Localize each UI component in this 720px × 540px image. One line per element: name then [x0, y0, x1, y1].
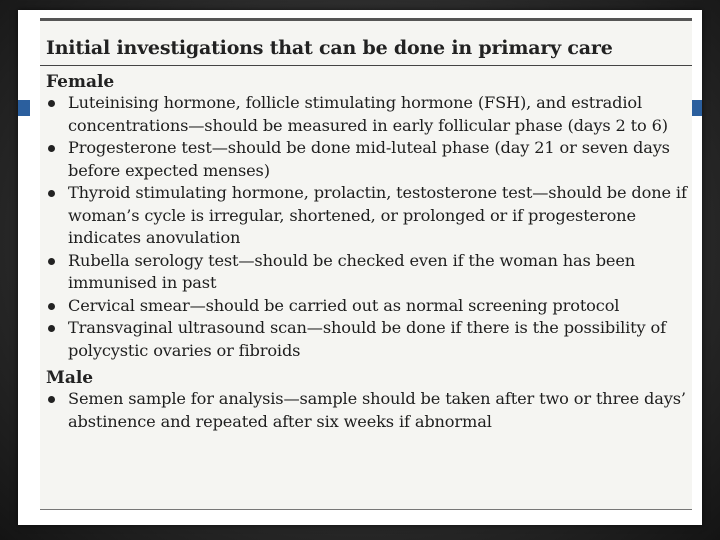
- list-item-text: Semen sample for analysis—sample should be taken after two or three days’ abstinence and repeated after six weeks if abnormal: [68, 389, 686, 431]
- list-item-text: Progesterone test—should be done mid-luteal phase (day 21 or seven days before expected menses): [68, 138, 670, 180]
- list-item: [46, 92, 692, 137]
- bullet-icon: [48, 190, 55, 197]
- bullet-icon: [48, 100, 55, 107]
- list-item: [46, 250, 692, 295]
- document-title: Initial investigations that can be done in primary care: [40, 21, 692, 66]
- list-item-text: Cervical smear—should be carried out as normal screening protocol: [68, 295, 620, 315]
- list-item: [46, 295, 692, 318]
- list-item-text: Luteinising hormone, follicle stimulating hormone (FSH), and estradiol concentrations—should be measured in early follicular phase (days 2 to 6): [68, 93, 668, 135]
- bullet-icon: [48, 145, 55, 152]
- list-item: [46, 388, 692, 433]
- list-item-text: Rubella serology test—should be checked even if the woman has been immunised in past: [68, 250, 636, 292]
- male-investigations-list: [40, 388, 692, 433]
- list-item: [46, 137, 692, 182]
- list-item: [46, 317, 692, 362]
- bullet-icon: [48, 303, 55, 310]
- bullet-icon: [48, 325, 55, 332]
- section-heading-female: Female: [46, 72, 115, 92]
- list-item-text: Transvaginal ultrasound scan—should be done if there is the possibility of polycystic ovaries or fibroids: [68, 318, 666, 360]
- slide: [18, 10, 702, 525]
- list-item: [46, 182, 692, 250]
- bullet-icon: [48, 258, 55, 265]
- accent-bar-left: [18, 100, 30, 116]
- list-item-text: Thyroid stimulating hormone, prolactin, testosterone test—should be done if woman’s cycle is irregular, shortened, or prolonged or if progesterone indicates anovulation: [68, 183, 687, 247]
- document-image: [40, 18, 692, 510]
- bullet-icon: [48, 396, 55, 403]
- female-investigations-list: [40, 92, 692, 362]
- section-heading-male: Male: [46, 368, 94, 388]
